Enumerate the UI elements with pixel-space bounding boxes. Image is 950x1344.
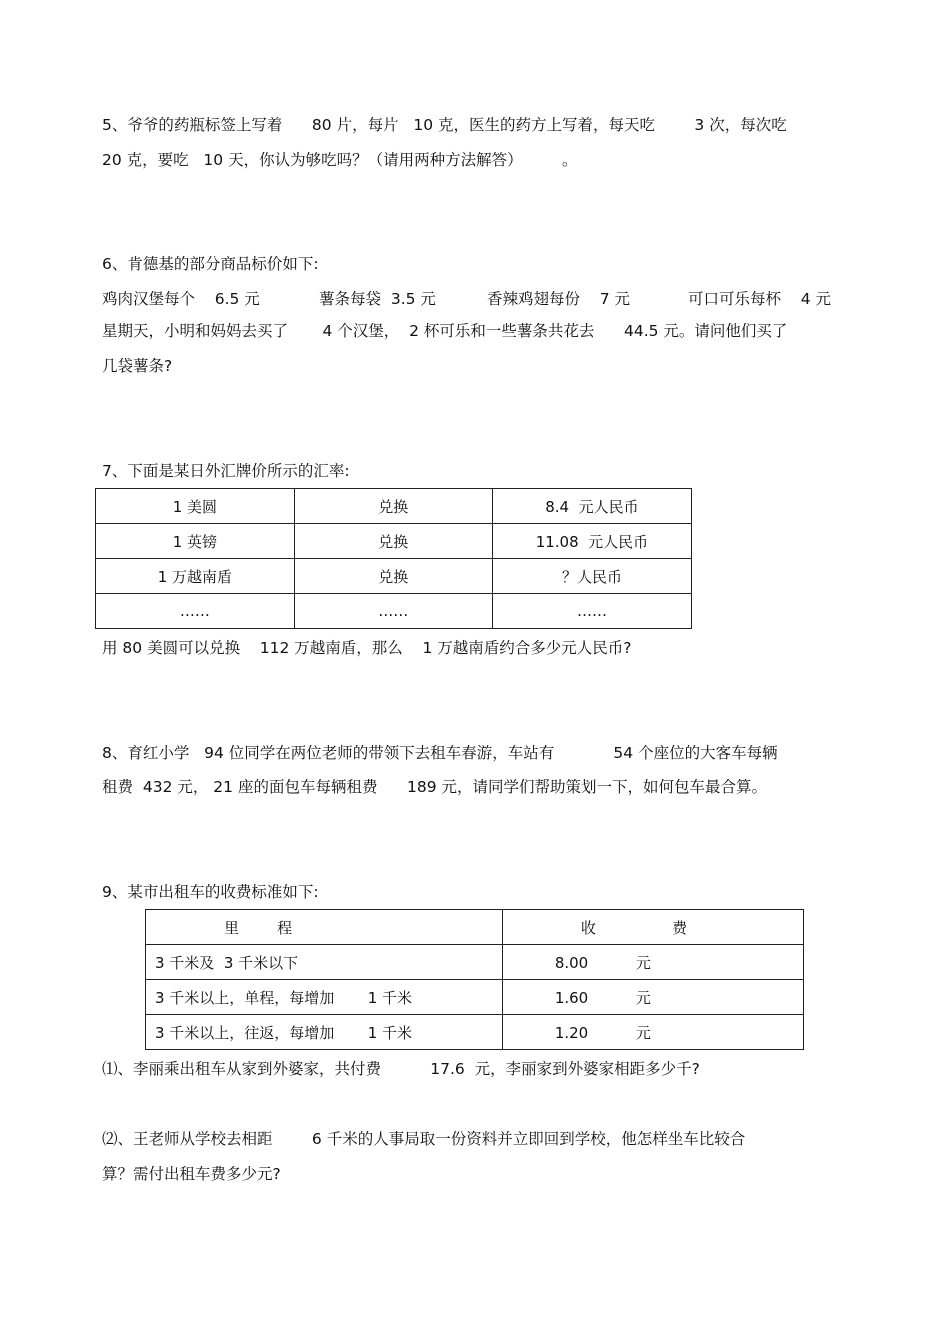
- table-cell: ……: [96, 594, 295, 629]
- table-row: [96, 489, 692, 524]
- exchange-rate-table: [95, 488, 692, 629]
- q6-price-cola: 可口可乐每杯 4 元: [688, 290, 831, 308]
- table-cell: ……: [492, 594, 691, 629]
- q9-sub-2-line-1: ⑵、王老师从学校去相距 6 千米的人事局取一份资料并立即回到学校，他怎样坐车比较合: [102, 1130, 746, 1148]
- q8-line-2: 租费 432 元， 21 座的面包车每辆租费 189 元，请同学们帮助策划一下，如何包车最合算。: [102, 778, 768, 796]
- table-cell: 1 万越南盾: [96, 559, 295, 594]
- header-fare: 收 费: [502, 910, 803, 945]
- table-cell: 3 千米以上，往返，每增加 1 千米: [146, 1015, 503, 1050]
- q9-sub-1: ⑴、李丽乘出租车从家到外婆家，共付费 17.6 元，李丽家到外婆家相距多少千?: [102, 1060, 700, 1078]
- table-cell: 兑换: [294, 489, 492, 524]
- table-cell: 1.60 元: [502, 980, 803, 1015]
- q6-line-4: 几袋薯条?: [102, 357, 173, 375]
- table-header-row: [146, 910, 804, 945]
- table-cell: 1.20 元: [502, 1015, 803, 1050]
- q6-price-wings: 香辣鸡翅每份 7 元: [487, 290, 630, 308]
- q6-price-burger: 鸡肉汉堡每个 6.5 元: [102, 290, 260, 308]
- q9-title: 9、某市出租车的收费标准如下:: [102, 883, 319, 901]
- table-cell: 8.00 元: [502, 945, 803, 980]
- q7-title: 7、下面是某日外汇牌价所示的汇率:: [102, 462, 350, 480]
- q7-question: 用 80 美圆可以兑换 112 万越南盾，那么 1 万越南盾约合多少元人民币?: [102, 639, 632, 657]
- table-cell: 11.08 元人民币: [492, 524, 691, 559]
- table-cell: 3 千米及 3 千米以下: [146, 945, 503, 980]
- table-row: [146, 1015, 804, 1050]
- q6-line-3: 星期天，小明和妈妈去买了 4 个汉堡， 2 杯可乐和一些薯条共花去 44.5 元。请问他们买了: [102, 322, 788, 340]
- q9-sub-2-line-2: 算？需付出租车费多少元?: [102, 1165, 281, 1183]
- table-cell: 3 千米以上，单程，每增加 1 千米: [146, 980, 503, 1015]
- table-row: [146, 945, 804, 980]
- table-cell: 兑换: [294, 559, 492, 594]
- q8-line-1: 8、育红小学 94 位同学在两位老师的带领下去租车春游，车站有 54 个座位的大客车每辆: [102, 744, 778, 762]
- table-cell: 8.4 元人民币: [492, 489, 691, 524]
- table-row: [96, 524, 692, 559]
- table-row: [96, 559, 692, 594]
- table-cell: ……: [294, 594, 492, 629]
- table-row: [96, 594, 692, 629]
- q5-line-1: 5、爷爷的药瓶标签上写着 80 片，每片 10 克，医生的药方上写着，每天吃 3 次，每次吃: [102, 116, 787, 134]
- table-cell: ？人民币: [492, 559, 691, 594]
- q6-price-fries: 薯条每袋 3.5 元: [319, 290, 436, 308]
- table-cell: 兑换: [294, 524, 492, 559]
- header-distance: 里 程: [146, 910, 503, 945]
- table-cell: 1 英镑: [96, 524, 295, 559]
- q6-title: 6、肯德基的部分商品标价如下:: [102, 255, 319, 273]
- taxi-fare-table: [145, 909, 804, 1050]
- q5-line-2: 20 克，要吃 10 天，你认为够吃吗？（请用两种方法解答） 。: [102, 151, 578, 169]
- table-row: [146, 980, 804, 1015]
- table-cell: 1 美圆: [96, 489, 295, 524]
